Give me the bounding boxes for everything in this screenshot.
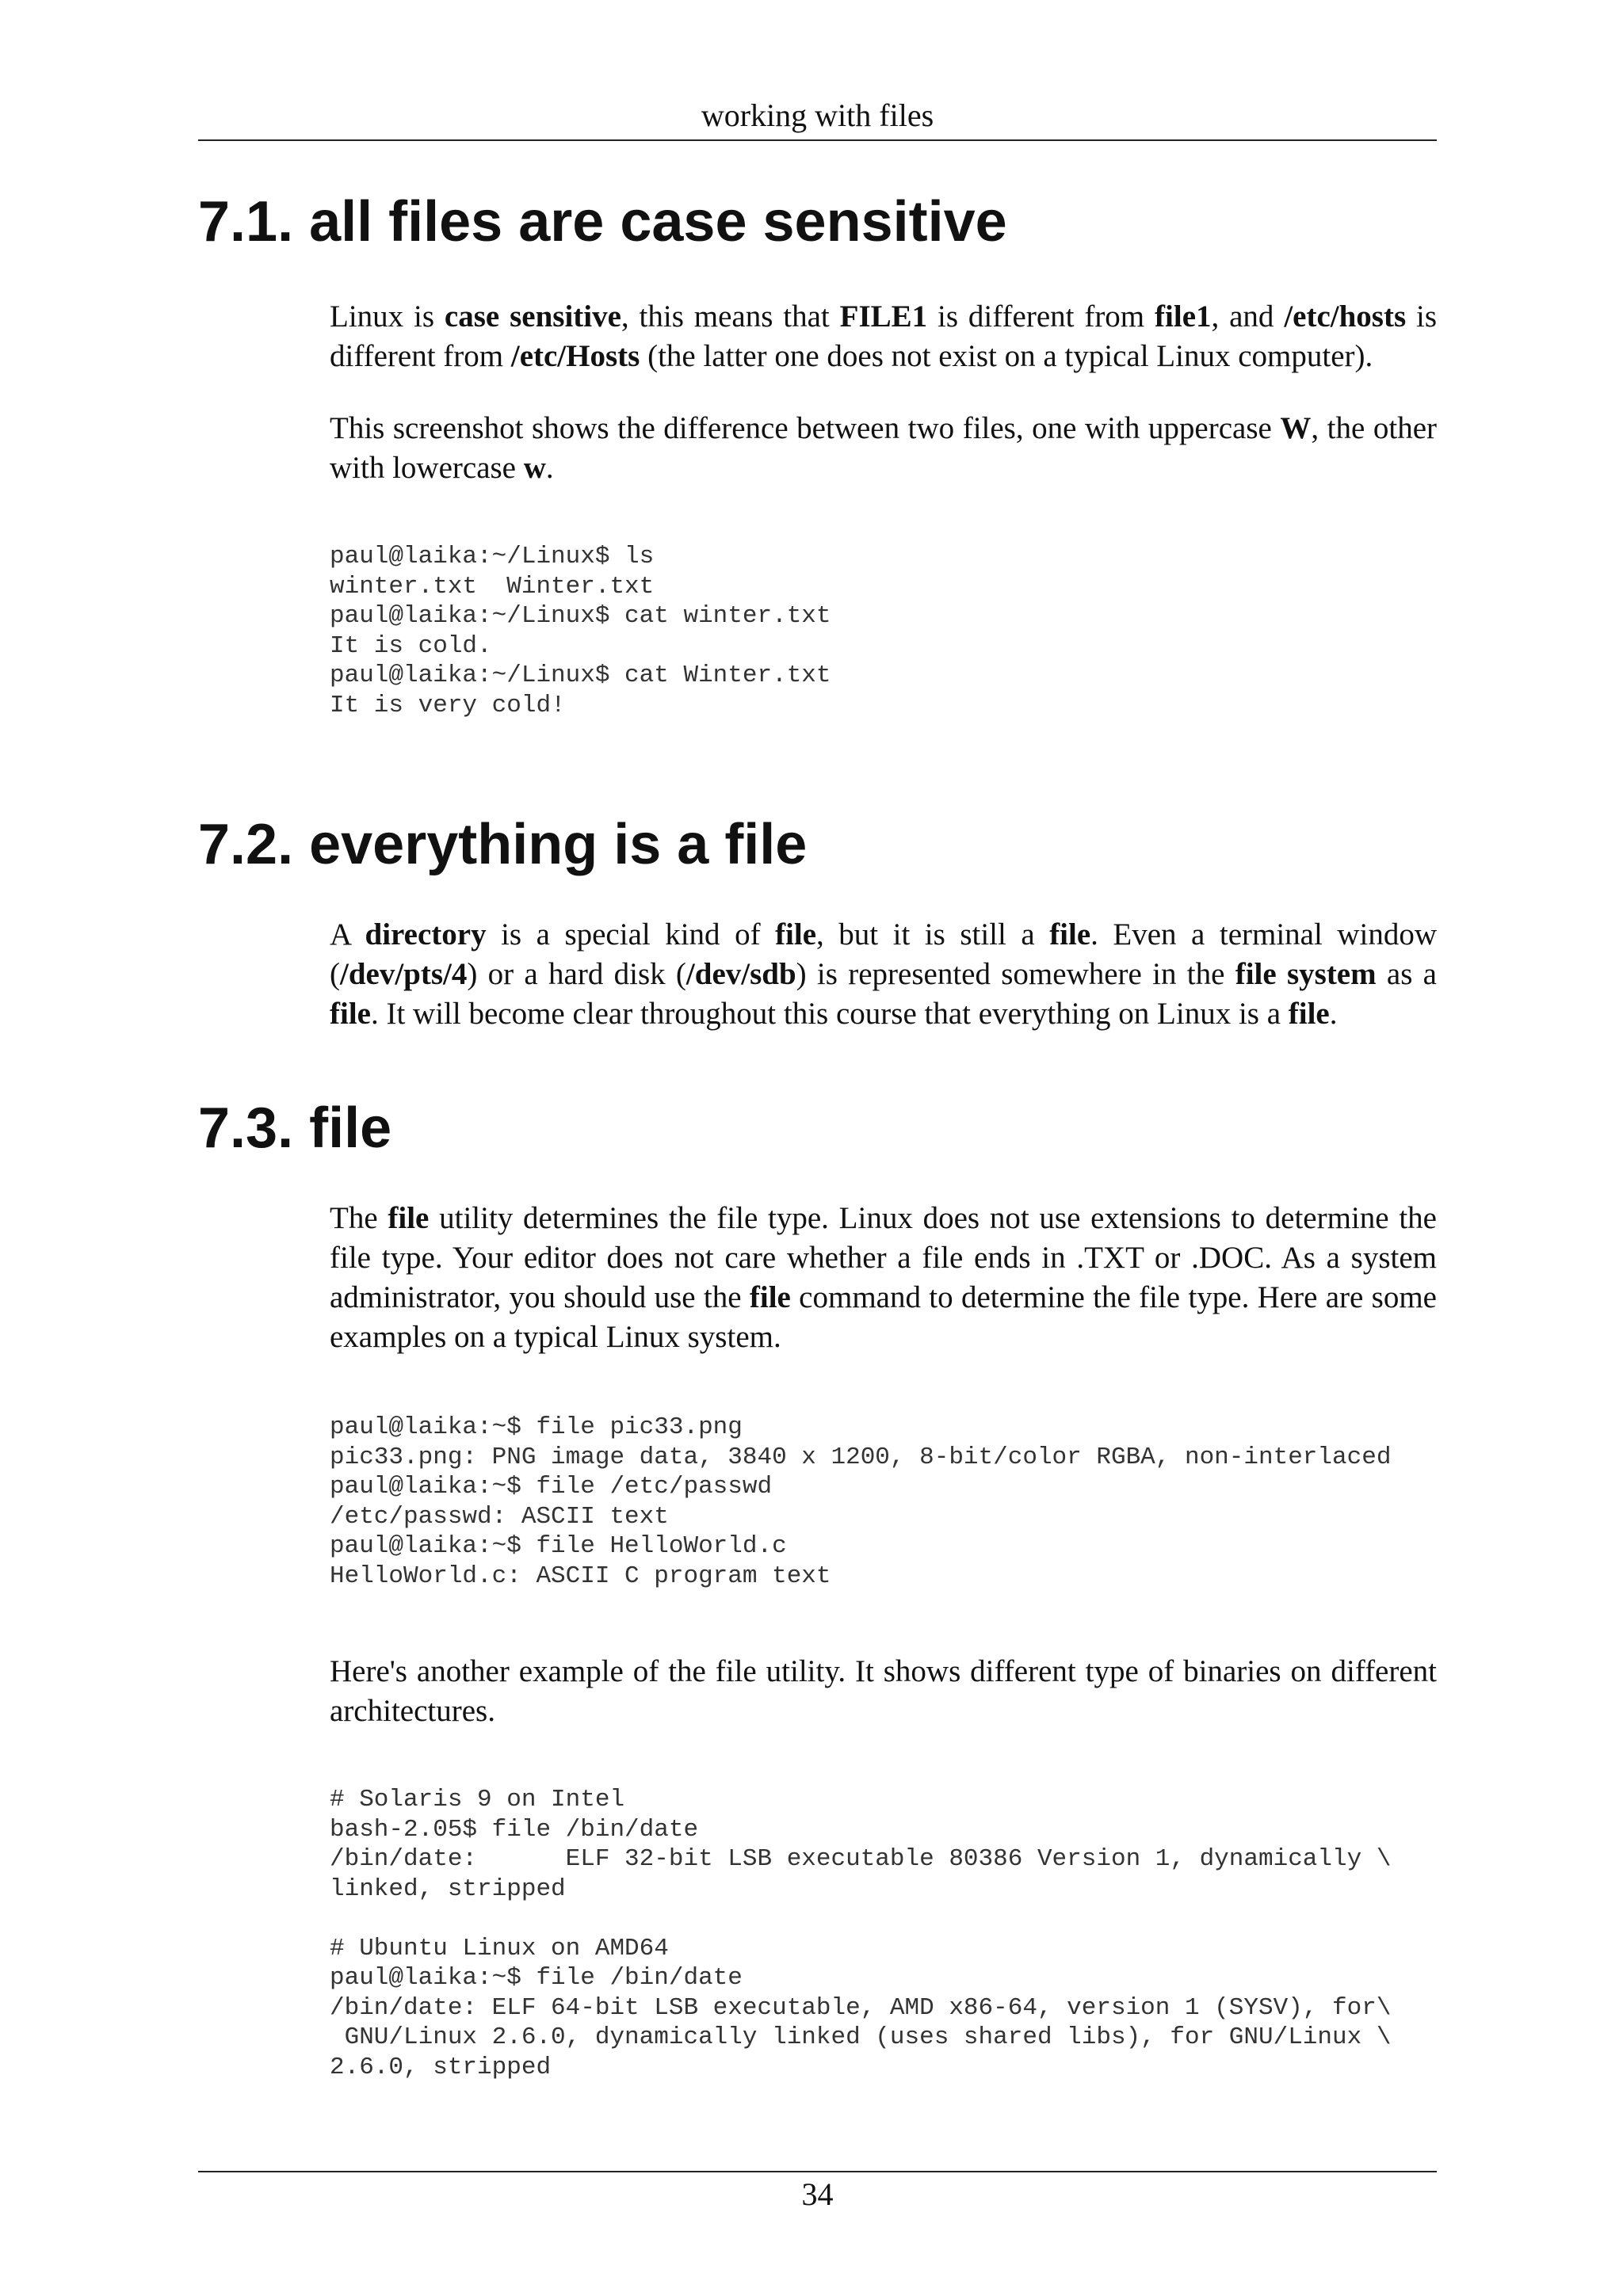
paragraph-everything-file: A directory is a special kind of file, but it is still a file. Even a terminal window (/dev/pts/4) or a hard disk (/dev/sdb) is represented somewhere in the file system as a file. It will become clear throughout this course that everything on Linux is a file. (330, 917, 1437, 1031)
paragraph-case-sensitive: Linux is case sensitive, this means that FILE1 is different from file1, and /etc/hosts is different from /etc/Hosts (the latter one does not exist on a typical Linux computer). (330, 299, 1438, 373)
code-block-file-examples: paul@laika:~$ file pic33.png pic33.png: PNG image data, 3840 x 1200, 8-bit/color RGBA, non-interlaced paul@laika:~$ file /etc/passwd /etc/passwd: ASCII text paul@laika:~$ file HelloWorld.c HelloWorld.c: ASCII C program text (330, 1413, 1392, 1590)
page-number: 34 (801, 2176, 834, 2212)
paragraph-file-utility: The file utility determines the file type. Linux does not use extensions to determine the file type. Your editor does not care whether a file ends in .TXT or .DOC. As a system administrator, you should use the file command to determine the file type. Here are some examples on a typical Linux system. (330, 1201, 1437, 1354)
section-heading-7-2: 7.2. everything is a file (198, 813, 808, 876)
paragraph-screenshot-difference: This screenshot shows the difference between two files, one with uppercase W, the other with lowercase w. (330, 411, 1437, 485)
code-block-binaries: # Solaris 9 on Intel bash-2.05$ file /bin/date /bin/date: ELF 32-bit LSB executable 80386 Version 1, dynamically \ linked, stripped # Ubuntu Linux on AMD64 paul@laika:~$ file /bin/date /bin/date: ELF 64-bit LSB executable, AMD x86-64, version 1 (SYSV), for\ GNU/Linux 2.6.0, dynamically linked (uses shared libs), for GNU/Linux \ 2.6.0, stripped (330, 1786, 1392, 2081)
page-header: working with files (198, 93, 1437, 141)
code-block-winter: paul@laika:~/Linux$ ls winter.txt Winter.txt paul@laika:~/Linux$ cat winter.txt It is cold. paul@laika:~/Linux$ cat Winter.txt It is very cold! (330, 543, 831, 719)
section-heading-7-3: 7.3. file (198, 1097, 392, 1160)
paragraph-another-example: Here's another example of the file utility. It shows different type of binaries on different architectures. (330, 1654, 1437, 1728)
section-heading-7-1: 7.1. all files are case sensitive (198, 190, 1007, 254)
